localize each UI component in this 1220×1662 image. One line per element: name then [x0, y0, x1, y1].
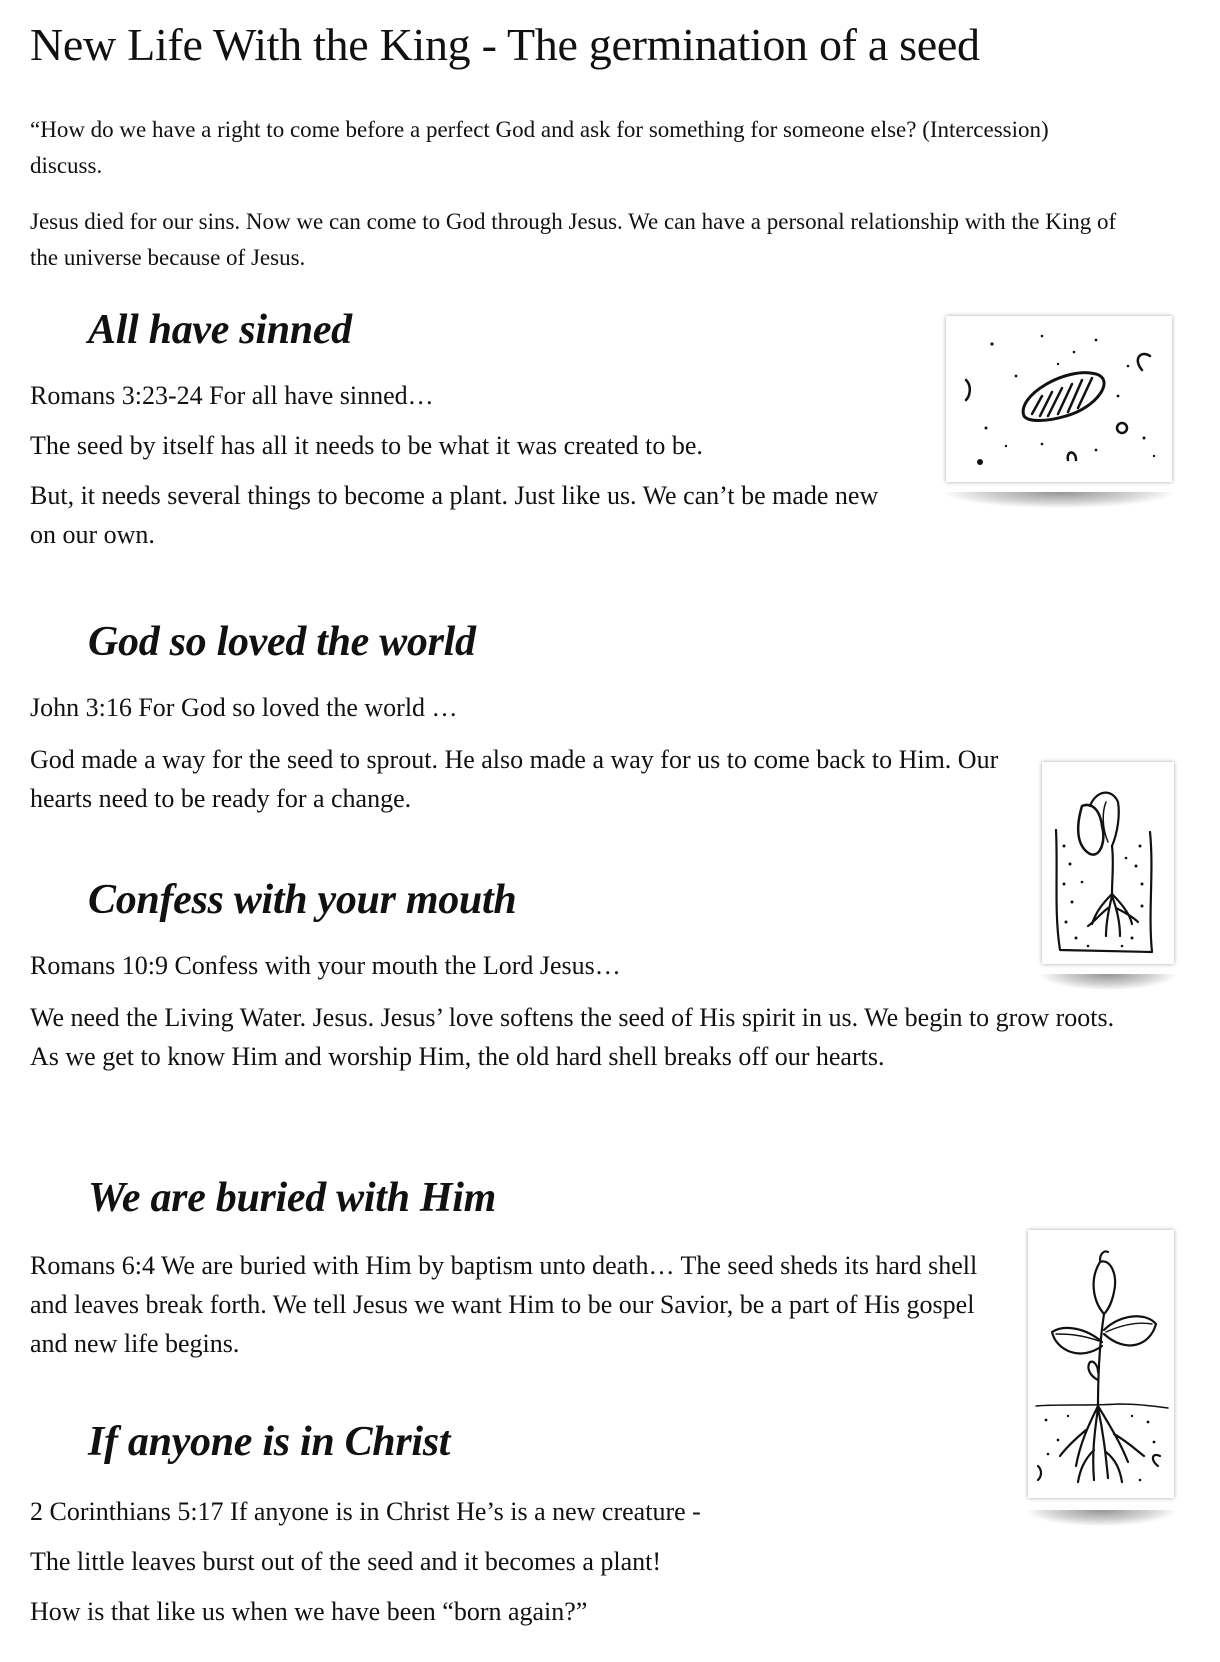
section-heading-god-so-loved: God so loved the world [88, 619, 476, 665]
section-paragraph: The little leaves burst out of the seed and it becomes a plant! [30, 1547, 662, 1576]
section-reference: 2 Corinthians 5:17 If anyone is in Christ He’s is a new creature - [30, 1497, 701, 1526]
section-paragraph: How is that like us when we have been “born again?” [30, 1597, 588, 1626]
section-paragraph: We need the Living Water. Jesus. Jesus’ love softens the seed of His spirit in us. We begin to grow roots. As we get to know Him and worship Him, the old hard shell breaks off our hearts. [30, 1003, 1115, 1071]
seed-in-soil-icon [946, 316, 1172, 482]
section-reference: Romans 10:9 Confess with your mouth the Lord Jesus… [30, 951, 621, 980]
seedling-plant-icon [1028, 1230, 1174, 1498]
sprouting-seed-icon [1042, 762, 1174, 964]
section-heading-in-christ: If anyone is in Christ [88, 1419, 451, 1465]
section-heading-all-have-sinned: All have sinned [88, 307, 352, 353]
section-paragraph: Romans 6:4 We are buried with Him by baptism unto death… The seed sheds its hard shell and leaves break forth. We tell Jesus we want Him to be our Savior, be a part of His gospel and new life begins. [30, 1251, 978, 1358]
section-paragraph: But, it needs several things to become a plant. Just like us. We can’t be made new on our own. [30, 481, 879, 549]
section-heading-buried: We are buried with Him [88, 1175, 496, 1221]
page-title: New Life With the King - The germination of a seed [30, 19, 980, 70]
section-paragraph: God made a way for the seed to sprout. He also made a way for us to come back to Him. Our hearts need to be ready for a change. [30, 745, 999, 813]
section-reference: John 3:16 For God so loved the world … [30, 693, 458, 722]
section-reference: Romans 3:23-24 For all have sinned… [30, 381, 434, 410]
section-heading-confess: Confess with your mouth [88, 877, 517, 923]
intro-question: “How do we have a right to come before a perfect God and ask for something for someone else? (Intercession) discuss. [30, 117, 1049, 178]
intro-statement: Jesus died for our sins. Now we can come to God through Jesus. We can have a personal relationship with the King of the universe because of Jesus. [30, 209, 1117, 270]
section-paragraph: The seed by itself has all it needs to be what it was created to be. [30, 431, 703, 460]
